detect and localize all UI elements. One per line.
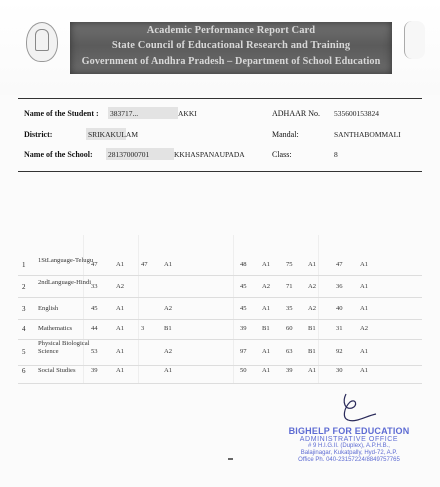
grade-cell: A1 [262, 348, 271, 355]
grade-cell: A1 [360, 305, 369, 312]
marks-cell: 48 [240, 261, 247, 268]
subject-name: Mathematics [38, 325, 73, 332]
grade-cell: A1 [360, 348, 369, 355]
marks-cell: 53 [91, 348, 98, 355]
grade-cell: A1 [308, 261, 317, 268]
grade-cell: A2 [360, 325, 369, 332]
table-row [18, 299, 422, 320]
marks-cell: 39 [240, 325, 247, 332]
marks-cell: 3 [141, 325, 145, 332]
stamp-line-3: # 9 H.I.G.II. (Duplex), A.P.H.B., [308, 443, 390, 449]
marks-cell: 50 [240, 367, 247, 374]
row-number: 6 [22, 367, 26, 375]
school-name-value: KKHASPANAUPADA [174, 150, 245, 159]
grade-cell: A1 [164, 367, 173, 374]
marks-cell: 40 [336, 305, 343, 312]
row-number: 2 [22, 283, 26, 291]
school-code-value: 28137000701 [108, 150, 150, 159]
district-value: SRIKAKULAM [88, 130, 139, 139]
marks-cell: 63 [286, 348, 293, 355]
row-number: 4 [22, 325, 26, 333]
row-number: 1 [22, 261, 26, 269]
stamp-line-4: Balajinagar, Kukatpally, Hyd-72, A.P. [300, 450, 398, 456]
student-name-row [18, 105, 422, 127]
marks-cell: 97 [240, 348, 247, 355]
table-row [18, 363, 422, 384]
district-row [18, 126, 422, 148]
office-stamp [274, 426, 424, 480]
row-number: 3 [22, 305, 26, 313]
mandal-value: SANTHABOMMALI [334, 130, 401, 139]
banner-council: State Council of Educational Research and Training [111, 40, 351, 51]
class-label: Class: [272, 150, 292, 159]
subject-name: Physical Biological Science [38, 340, 90, 355]
banner-title: Academic Performance Report Card [146, 25, 316, 36]
grade-cell: A2 [164, 305, 173, 312]
marks-cell: 47 [141, 261, 148, 268]
aadhar-label: ADHAAR No. [272, 109, 320, 118]
banner-government: Government of Andhra Pradesh – Department of School Education [81, 56, 381, 67]
subject-name: 2ndLanguage-Hindi [38, 279, 92, 286]
table-row [18, 255, 422, 276]
mandal-label: Mandal: [272, 130, 299, 139]
grade-cell: A1 [262, 305, 271, 312]
grade-cell: B1 [308, 348, 316, 355]
grade-cell: A1 [360, 283, 369, 290]
marks-cell: 36 [336, 283, 343, 290]
grade-cell: A1 [262, 261, 271, 268]
marks-cell: 39 [286, 367, 293, 374]
school-label: Name of the School: [24, 150, 93, 159]
table-row [18, 319, 422, 340]
subject-name: English [38, 305, 59, 312]
grade-cell: A1 [116, 348, 125, 355]
school-row [18, 146, 422, 168]
stamp-line-1: BIGHELP FOR EDUCATION [288, 426, 410, 436]
grade-cell: B1 [308, 325, 316, 332]
title-banner [70, 22, 392, 74]
grade-cell: A2 [164, 348, 173, 355]
aadhar-value: 535600153824 [334, 109, 379, 118]
marks-cell: 31 [336, 325, 343, 332]
grade-cell: A2 [116, 283, 125, 290]
state-emblem-icon [26, 22, 58, 62]
row-number: 5 [22, 348, 26, 356]
marks-cell: 45 [240, 283, 247, 290]
student-name-value-2: AKKI [178, 109, 197, 118]
marks-cell: 35 [286, 305, 293, 312]
grade-cell: A1 [360, 261, 369, 268]
grade-cell: A2 [308, 283, 317, 290]
grade-cell: A1 [360, 367, 369, 374]
marks-cell: 44 [91, 325, 98, 332]
class-value: 8 [334, 150, 338, 159]
scan-mark [228, 458, 233, 460]
grade-cell: A1 [262, 367, 271, 374]
grade-cell: A1 [164, 261, 173, 268]
marks-cell: 75 [286, 261, 293, 268]
marks-cell: 60 [286, 325, 293, 332]
grade-cell: A1 [116, 367, 125, 374]
grade-cell: B1 [164, 325, 172, 332]
grade-cell: A2 [308, 305, 317, 312]
stamp-line-5: Office Ph. 040-23157224/8849757765 [298, 457, 400, 463]
marks-table [18, 235, 422, 383]
table-row [18, 339, 422, 366]
district-label: District: [24, 130, 53, 139]
student-name-label: Name of the Student : [24, 109, 99, 118]
marks-cell: 92 [336, 348, 343, 355]
grade-cell: A1 [116, 261, 125, 268]
subject-name: 1StLanguage-Telugu [38, 257, 94, 264]
marks-cell: 71 [286, 283, 293, 290]
grade-cell: A2 [262, 283, 271, 290]
marks-cell: 33 [91, 283, 98, 290]
grade-cell: A1 [308, 367, 317, 374]
grade-cell: B1 [262, 325, 270, 332]
marks-cell: 30 [336, 367, 343, 374]
grade-cell: A1 [116, 325, 125, 332]
marks-cell: 47 [91, 261, 98, 268]
stamp-line-2: ADMINISTRATIVE OFFICE [299, 436, 399, 443]
student-name-value: 383717... [110, 109, 139, 118]
table-row [18, 277, 422, 298]
marks-cell: 47 [336, 261, 343, 268]
logo-right-icon [404, 21, 425, 59]
marks-cell: 45 [91, 305, 98, 312]
marks-cell: 45 [240, 305, 247, 312]
signature [332, 392, 380, 426]
subject-name: Social Studies [38, 367, 76, 374]
marks-cell: 39 [91, 367, 98, 374]
student-info-table [18, 98, 422, 172]
grade-cell: A1 [116, 305, 125, 312]
